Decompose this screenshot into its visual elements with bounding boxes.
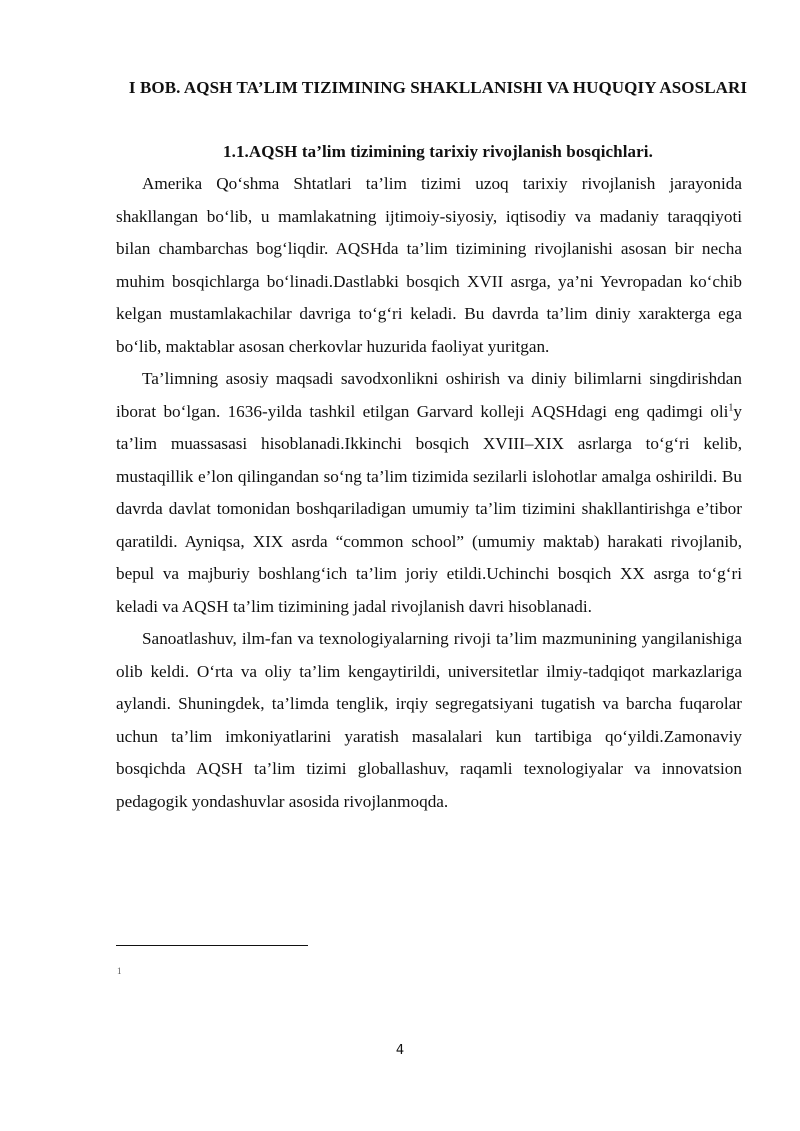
body-text — [116, 168, 742, 818]
paragraph: Sanoatlashuv, ilm-fan va texnologiyalarning rivoji ta’lim mazmunining yangilanishiga olib keldi. O‘rta va oliy ta’lim kengaytirildi, universitetlar ilmiy-tadqiqot markazlariga aylandi. Shuningdek, ta’limda tenglik, irqiy segregatsiyani tugatish va barcha fuqarolar uchun ta’lim imkoniyatlarini yaratish masalalari kun tartibiga qo‘yildi.Zamonaviy bosqichda AQSH ta’lim tizimi globallashuv, raqamli texnologiyalar va innovatsion pedagogik yondashuvlar asosida rivojlanmoqda. — [116, 629, 742, 811]
paragraph-text: Ta’limning asosiy maqsadi savodxonlikni oshirish va diniy bilimlarni singdirishdan iborat bo‘lgan. 1636-yilda tashkil etilgan Garvard kolleji AQSHdagi eng qadimgi oli — [116, 369, 742, 421]
paragraph-text: y ta’lim muassasasi hisoblanadi.Ikkinchi bosqich XVIII–XIX asrlarga to‘g‘ri kelib, mustaqillik e’lon qilingandan so‘ng ta’lim tizimida sezilarli islohotlar amalga oshirildi. Bu davrda davlat tomonidan boshqariladigan umumiy ta’lim tizimini shakllantirishga e’tibor qaratildi. Ayniqsa, XIX asrda “common school” (umumiy maktab) harakati rivojlanib, bepul va majburiy boshlang‘ich ta’lim joriy etildi.Uchinchi bosqich XX asrga to‘g‘ri keladi va AQSH ta’lim tizimining jadal rivojlanish davri hisoblanadi. — [116, 401, 742, 616]
paragraph — [116, 363, 742, 623]
footnote-mark: 1 — [117, 966, 122, 976]
chapter-title: I BOB. AQSH TA’LIM TIZIMINING SHAKLLANISHI VA HUQUQIY ASOSLARI — [128, 78, 748, 97]
section-title: 1.1.AQSH ta’lim tizimining tarixiy rivojlanish bosqichlari. — [223, 142, 653, 161]
page-number: 4 — [395, 1043, 405, 1058]
footnote-separator — [116, 945, 308, 946]
paragraph: Amerika Qo‘shma Shtatlari ta’lim tizimi uzoq tarixiy rivojlanish jarayonida shakllangan bo‘lib, u mamlakatning ijtimoiy-siyosiy, iqtisodiy va madaniy taraqqiyoti bilan chambarchas bog‘liqdir. AQSHda ta’lim tizimining rivojlanishi asosan bir necha muhim bosqichlarga bo‘linadi.Dastlabki bosqich XVII asrga, ya’ni Yevropadan ko‘chib kelgan mustamlakachilar davriga to‘g‘ri keladi. Bu davrda ta’lim diniy xarakterga ega bo‘lib, maktablar asosan cherkovlar huzurida faoliyat yuritgan. — [116, 174, 742, 356]
footnote-reference[interactable]: 1 — [728, 401, 734, 413]
